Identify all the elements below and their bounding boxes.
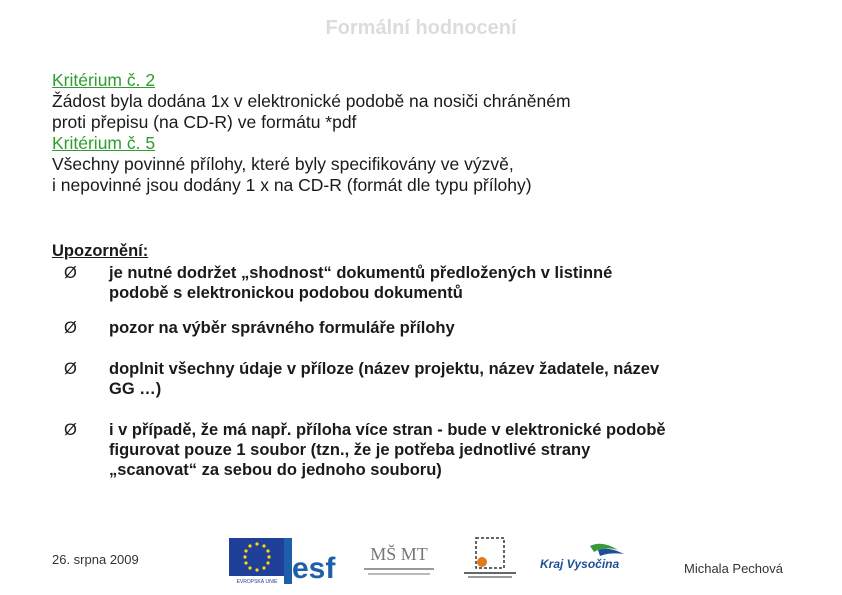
criterion-2-heading: Kritérium č. 2 — [52, 70, 156, 90]
list-item — [52, 420, 812, 480]
list-item — [52, 263, 812, 303]
bullet-3-line-1: doplnit všechny údaje v příloze (název projektu, název žadatele, název — [109, 360, 660, 378]
arrow-bullet-icon: Ø — [64, 421, 77, 439]
notice-label: Upozornění: — [52, 242, 149, 260]
bullet-2-line-1: pozor na výběr správného formuláře přílohy — [109, 319, 455, 337]
criterion-5-heading: Kritérium č. 5 — [52, 133, 156, 153]
arrow-bullet-icon: Ø — [64, 360, 77, 378]
kraj-vysocina-logo — [538, 542, 626, 576]
list-item — [52, 359, 812, 399]
msmt-logo-text: MŠ MT — [370, 544, 428, 564]
bullet-1-line-2: podobě s elektronickou podobou dokumentů — [109, 284, 463, 302]
bullet-4-line-2: figurovat pouze 1 soubor (tzn., že je potřeba jednotlivé strany — [109, 441, 591, 459]
criteria-block — [52, 70, 812, 196]
footer-date: 26. srpna 2009 — [52, 552, 139, 567]
bullet-4-line-3: „scanovat“ za sebou do jednoho souboru) — [109, 461, 442, 479]
list-item — [52, 318, 812, 338]
footer-author: Michala Pechová — [684, 561, 783, 576]
notice-list — [52, 263, 812, 480]
bullet-4-line-1: i v případě, že má např. příloha více stran - bude v elektronické podobě — [109, 421, 666, 439]
kraj-logo-text: Kraj Vysočina — [540, 557, 620, 571]
criterion-2-line-2: proti přepisu (na CD-R) ve formátu *pdf — [52, 112, 357, 132]
criterion-2-line-1: Žádost byla dodána 1x v elektronické podobě na nosiči chráněném — [52, 91, 571, 111]
esf-logo — [284, 538, 336, 584]
notice-block — [52, 241, 812, 480]
bullet-3-line-2: GG …) — [109, 380, 162, 398]
esf-logo-text: esf — [292, 552, 336, 584]
arrow-bullet-icon: Ø — [64, 264, 77, 282]
op-logo — [462, 532, 518, 580]
criterion-5-line-2: i nepovinné jsou dodány 1 x na CD-R (formát dle typu přílohy) — [52, 175, 532, 195]
slide-title: Formální hodnocení — [325, 17, 517, 39]
criterion-5-line-1: Všechny povinné přílohy, které byly specifikovány ve výzvě, — [52, 154, 514, 174]
eu-flag-logo — [229, 538, 285, 584]
eu-logo-text: EVROPSKÁ UNIE — [236, 579, 278, 584]
msmt-logo — [358, 536, 440, 580]
bullet-1-line-1: je nutné dodržet „shodnost“ dokumentů předložených v listinné — [109, 264, 613, 282]
arrow-bullet-icon: Ø — [64, 319, 77, 337]
